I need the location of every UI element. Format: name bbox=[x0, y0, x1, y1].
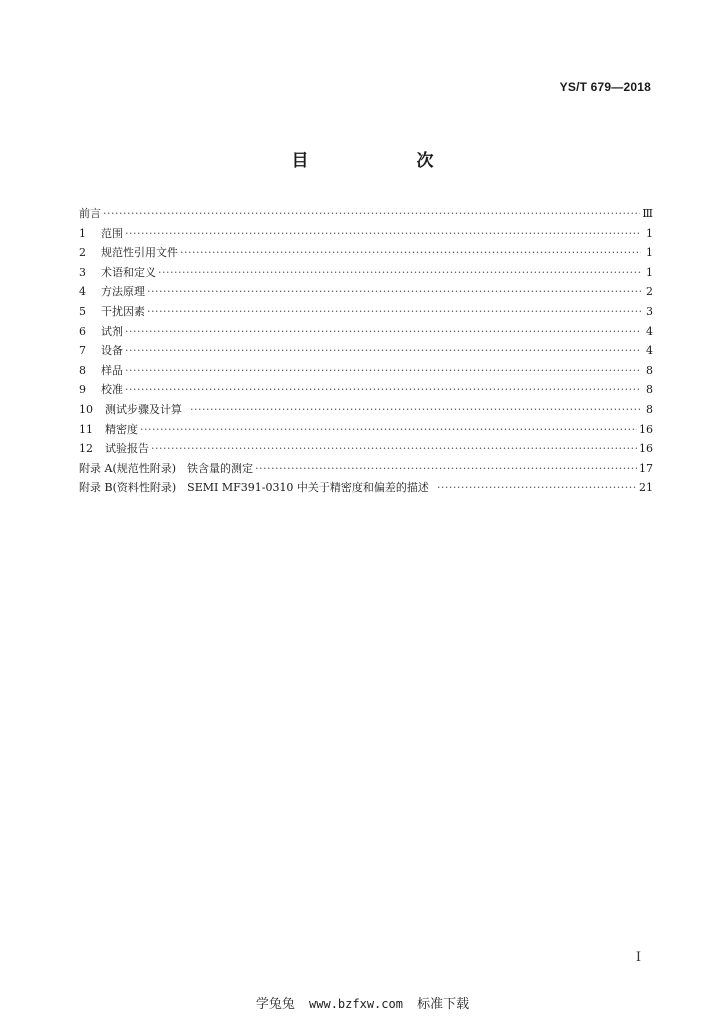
toc-entry-page: 1 bbox=[646, 265, 653, 279]
toc-entry-number: 8 bbox=[79, 363, 86, 377]
toc-entry[interactable] bbox=[79, 302, 653, 322]
toc-leader-dots bbox=[190, 400, 641, 420]
toc-entry-number: 6 bbox=[79, 324, 86, 338]
toc-leader-dots bbox=[437, 478, 637, 498]
toc-leader-dots bbox=[180, 243, 641, 263]
toc-entry-appendix-a[interactable] bbox=[79, 459, 653, 479]
toc-entry-page: 4 bbox=[646, 324, 653, 338]
toc-entry-label: 干扰因素 bbox=[101, 304, 145, 318]
toc-entry-label: 精密度 bbox=[105, 422, 138, 436]
toc-entry-label: 前言 bbox=[79, 207, 101, 220]
toc-entry-page: 17 bbox=[639, 461, 653, 475]
toc-entry-label: 规范性引用文件 bbox=[101, 246, 178, 260]
toc-entry-number: 12 bbox=[79, 442, 93, 456]
toc-leader-dots bbox=[147, 302, 641, 322]
toc-entry[interactable] bbox=[79, 224, 653, 244]
toc-entry-page: 21 bbox=[639, 481, 653, 495]
footer-site-name: 学兔兔 bbox=[255, 997, 295, 1012]
standard-code: YS/T 679—2018 bbox=[559, 80, 651, 94]
toc-entry[interactable] bbox=[79, 243, 653, 263]
toc-entry-page: 4 bbox=[646, 344, 653, 358]
toc-leader-dots bbox=[125, 322, 641, 342]
toc-entry-label: 范围 bbox=[101, 226, 123, 240]
toc-entry[interactable] bbox=[79, 361, 653, 381]
toc-entry-label: 附录 B(资料性附录) SEMI MF391-0310 中关于精密度和偏差的描述 bbox=[79, 481, 429, 495]
toc-entry[interactable] bbox=[79, 322, 653, 342]
toc-entry-number: 1 bbox=[79, 226, 86, 240]
toc-entry-label: 试验报告 bbox=[105, 442, 149, 456]
toc-entry[interactable] bbox=[79, 282, 653, 302]
toc-entry[interactable] bbox=[79, 204, 653, 224]
toc-entry-label: 校准 bbox=[101, 383, 123, 397]
toc-leader-dots bbox=[255, 459, 637, 479]
toc-leader-dots bbox=[147, 282, 641, 302]
footer-watermark bbox=[0, 993, 725, 1012]
page-title: 目 次 bbox=[291, 151, 468, 171]
toc-entry-number: 4 bbox=[79, 285, 86, 299]
toc-entry-number: 10 bbox=[79, 402, 93, 416]
toc-leader-dots bbox=[125, 361, 641, 381]
toc-entry-appendix-b[interactable] bbox=[79, 478, 653, 498]
toc-entry[interactable] bbox=[79, 263, 653, 283]
toc-entry-page: 1 bbox=[646, 246, 653, 260]
toc-entry-page: 16 bbox=[639, 442, 653, 456]
toc-entry-label: 术语和定义 bbox=[101, 265, 156, 279]
toc-leader-dots bbox=[151, 439, 637, 459]
toc-leader-dots bbox=[125, 341, 641, 361]
toc-entry-page: Ⅲ bbox=[642, 207, 653, 220]
toc-entry[interactable] bbox=[79, 380, 653, 400]
toc-leader-dots bbox=[158, 263, 641, 283]
toc-entry-label: 设备 bbox=[101, 344, 123, 358]
page-number: Ⅰ bbox=[635, 950, 641, 965]
toc-leader-dots bbox=[140, 420, 637, 440]
toc-entry[interactable] bbox=[79, 400, 653, 420]
toc-entry-number: 2 bbox=[79, 246, 86, 260]
toc-entry-label: 测试步骤及计算 bbox=[105, 402, 182, 416]
toc-entry-page: 8 bbox=[646, 383, 653, 397]
toc-entry-number: 9 bbox=[79, 383, 86, 397]
toc-entry-page: 8 bbox=[646, 402, 653, 416]
footer-url-link[interactable]: www.bzfxw.com bbox=[309, 997, 403, 1011]
toc-entry-page: 8 bbox=[646, 363, 653, 377]
toc-entry-page: 2 bbox=[646, 285, 653, 299]
toc-leader-dots bbox=[125, 224, 641, 244]
table-of-contents bbox=[79, 204, 653, 498]
toc-entry[interactable] bbox=[79, 341, 653, 361]
toc-leader-dots bbox=[125, 380, 641, 400]
toc-entry-label: 试剂 bbox=[101, 324, 123, 338]
toc-leader-dots bbox=[103, 204, 640, 224]
toc-entry[interactable] bbox=[79, 439, 653, 459]
toc-entry-label: 样品 bbox=[101, 363, 123, 377]
toc-entry-number: 3 bbox=[79, 265, 86, 279]
toc-entry-label: 方法原理 bbox=[101, 285, 145, 299]
toc-entry-label: 附录 A(规范性附录) 铁含量的测定 bbox=[79, 461, 254, 475]
toc-entry-page: 3 bbox=[646, 304, 653, 318]
footer-tagline: 标准下载 bbox=[417, 997, 470, 1012]
toc-entry-number: 5 bbox=[79, 304, 86, 318]
toc-entry[interactable] bbox=[79, 420, 653, 440]
toc-entry-page: 16 bbox=[639, 422, 653, 436]
toc-entry-page: 1 bbox=[646, 226, 653, 240]
toc-entry-number: 7 bbox=[79, 344, 86, 358]
toc-entry-number: 11 bbox=[79, 422, 93, 436]
